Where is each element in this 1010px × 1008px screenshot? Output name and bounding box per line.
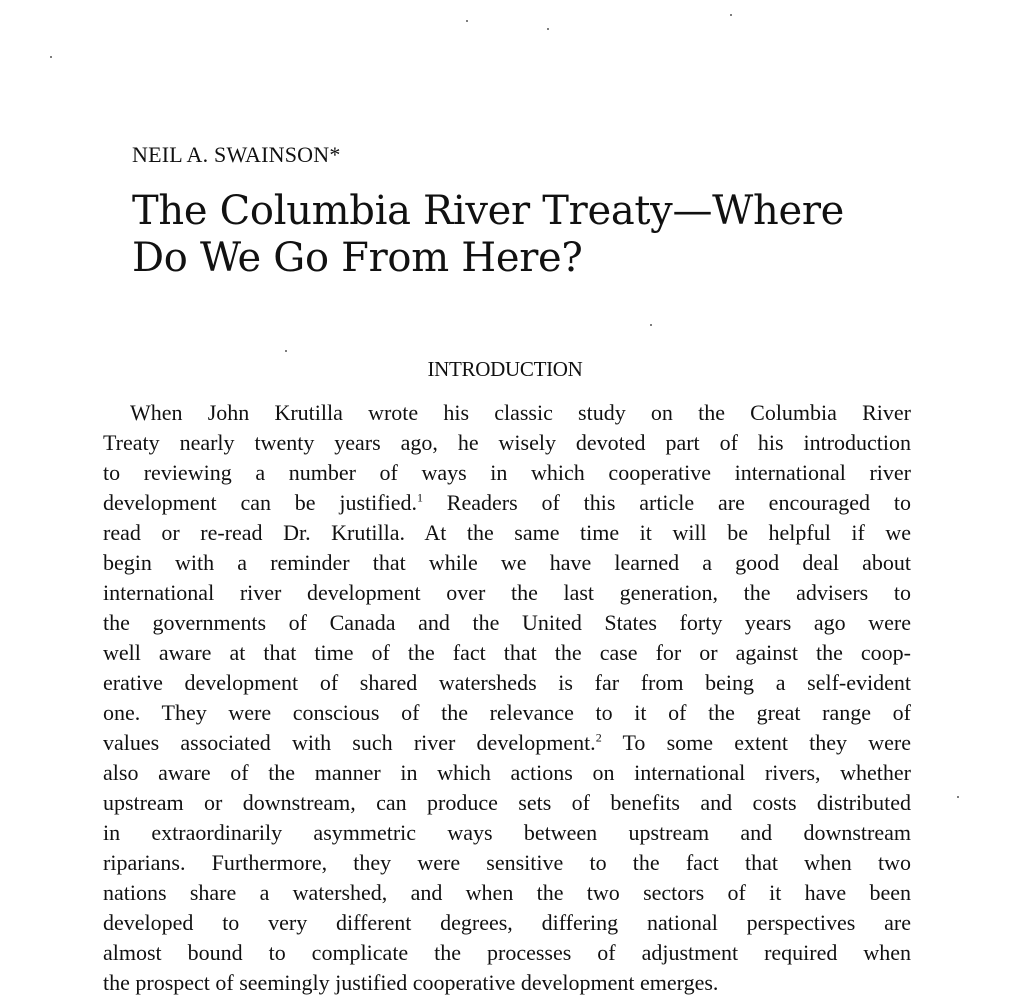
paragraph-line: to reviewing a number of ways in which cooperative international river	[103, 460, 911, 485]
paragraph-line: upstream or downstream, can produce sets of benefits and costs distributed	[103, 790, 911, 815]
paragraph-line: nations share a watershed, and when the two sectors of it have been	[103, 880, 911, 905]
paragraph-line: well aware at that time of the fact that the case for or against the coop-	[103, 640, 911, 665]
footnote-marker: 1	[416, 490, 423, 505]
scan-speck	[466, 20, 468, 22]
paragraph-line: values associated with such river development.$^2$ To some extent they were	[103, 730, 911, 755]
title-line: Do We Go From Here?	[132, 235, 583, 281]
paragraph-line: in extraordinarily asymmetric ways between upstream and downstream	[103, 820, 911, 845]
scan-speck	[50, 56, 52, 58]
paragraph-line: erative development of shared watersheds is far from being a self-evident	[103, 670, 911, 695]
article-title	[132, 188, 932, 282]
scan-speck	[650, 324, 652, 326]
title-line: The Columbia River Treaty—Where	[132, 188, 845, 234]
paragraph-line: begin with a reminder that while we have learned a good deal about	[103, 550, 911, 575]
paragraph-line: riparians. Furthermore, they were sensitive to the fact that when two	[103, 850, 911, 875]
scan-speck	[730, 14, 732, 16]
body-paragraph	[103, 398, 911, 998]
paragraph-line: the governments of Canada and the United States forty years ago were	[103, 610, 911, 635]
paragraph-line: almost bound to complicate the processes of adjustment required when	[103, 940, 911, 965]
paragraph-line: development can be justified.$^1$ Readers of this article are encouraged to	[103, 490, 911, 515]
scan-speck	[547, 28, 549, 30]
paragraph-line: Treaty nearly twenty years ago, he wisely devoted part of his introduction	[103, 430, 911, 455]
paragraph-line: international river development over the last generation, the advisers to	[103, 580, 911, 605]
paragraph-line: read or re-read Dr. Krutilla. At the same time it will be helpful if we	[103, 520, 911, 545]
footnote-marker: 2	[595, 730, 602, 745]
paragraph-line: the prospect of seemingly justified cooperative development emerges.	[103, 970, 719, 995]
author-name: NEIL A. SWAINSON*	[132, 142, 341, 167]
section-heading: INTRODUCTION	[427, 357, 583, 381]
scan-speck	[957, 796, 959, 798]
paragraph-line: also aware of the manner in which actions on international rivers, whether	[103, 760, 911, 785]
scan-speck	[285, 350, 287, 352]
paragraph-line: When John Krutilla wrote his classic study on the Columbia River	[130, 400, 911, 425]
paragraph-line: one. They were conscious of the relevance to it of the great range of	[103, 700, 911, 725]
paragraph-line: developed to very different degrees, differing national perspectives are	[103, 910, 911, 935]
